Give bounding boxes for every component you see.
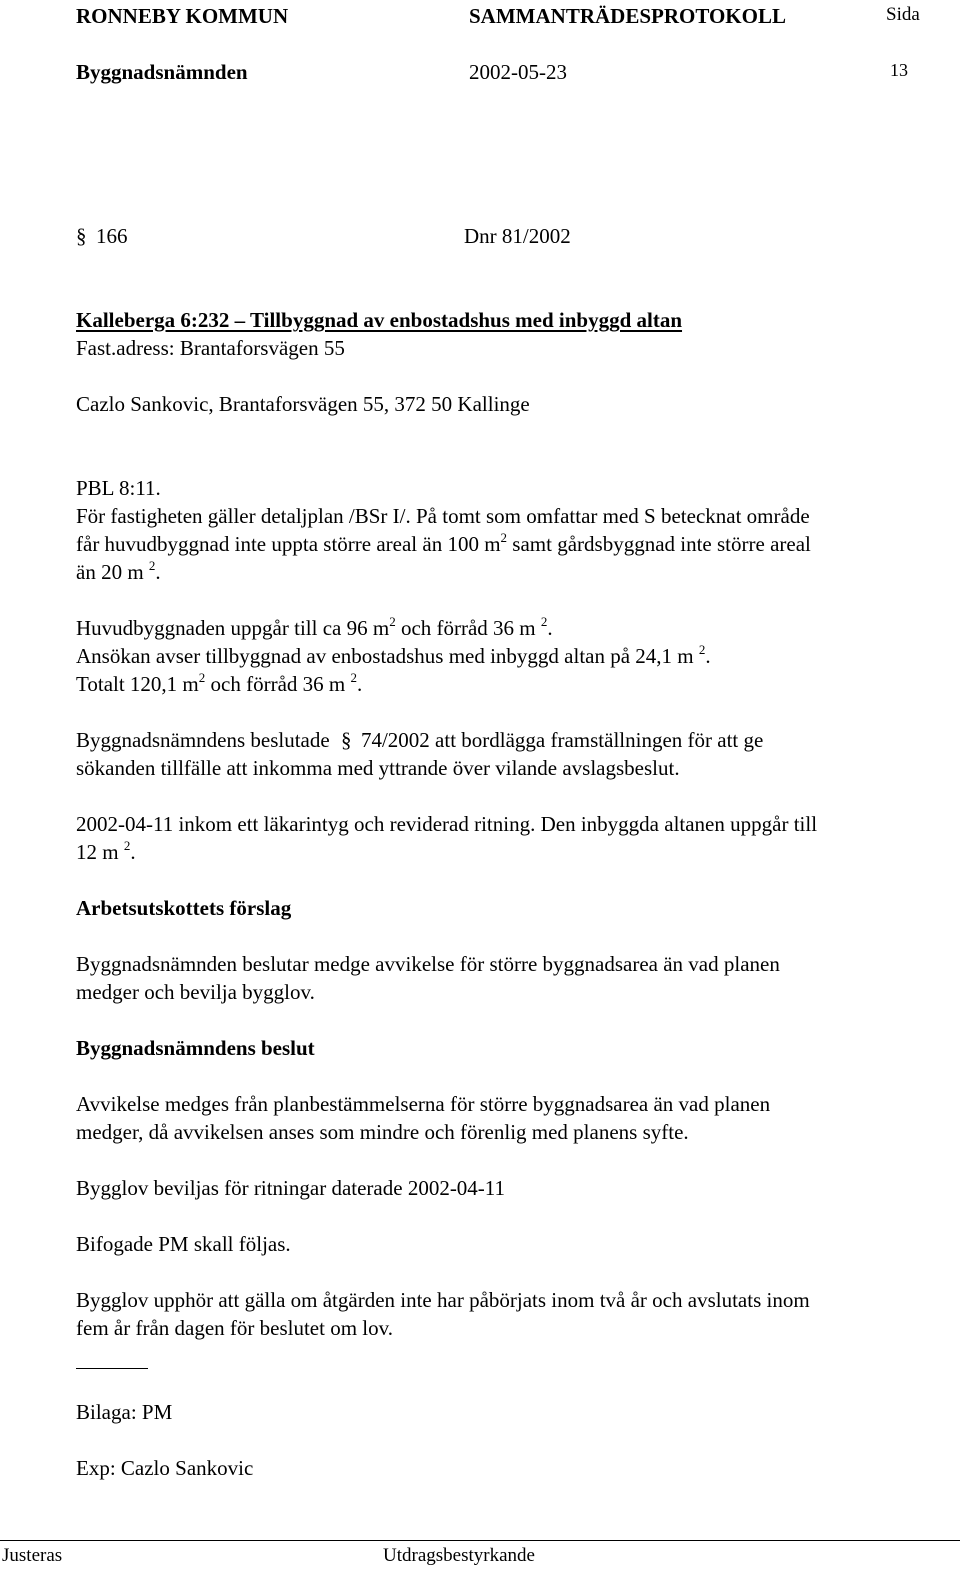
meeting-date: 2002-05-23 — [469, 60, 567, 84]
page-label: Sida — [886, 4, 920, 25]
superscript: 2 — [698, 642, 706, 657]
size-fragment: Ansökan avser tillbyggnad av enbostadshus med inbyggd altan på 24,1 m — [76, 644, 694, 668]
proposal-heading: Arbetsutskottets förslag — [76, 896, 292, 920]
dispatch-line: Exp: Cazlo Sankovic — [76, 1456, 254, 1480]
decision-line-6: fem år från dagen för beslutet om lov. — [76, 1316, 394, 1340]
plan-text-fragment: samt gårdsbyggnad inte större areal — [507, 532, 811, 556]
period: . — [705, 644, 711, 668]
proposal-line-2: medger och bevilja bygglov. — [76, 980, 315, 1004]
plan-text-fragment: än 20 m — [76, 560, 144, 584]
plan-text-fragment: får huvudbyggnad inte uppta större areal än 100 m — [76, 532, 501, 556]
size-fragment: och förråd 36 m — [395, 616, 536, 640]
previous-decision-fragment: 74/2002 att bordlägga framställningen för att ge — [360, 728, 764, 752]
size-fragment: och förråd 36 m — [205, 672, 346, 696]
document-type: SAMMANTRÄDESPROTOKOLL — [469, 4, 786, 28]
footer-justeras: Justeras — [2, 1545, 63, 1566]
diary-number: Dnr 81/2002 — [464, 224, 571, 248]
size-line-3 — [76, 670, 362, 698]
period: . — [547, 616, 553, 640]
section-symbol: § — [340, 728, 352, 752]
medical-certificate-line-1: 2002-04-11 inkom ett läkarintyg och reviderad ritning. Den inbyggda altanen uppgår till — [76, 812, 818, 836]
previous-decision-fragment: Byggnadsnämndens beslutade — [76, 728, 330, 752]
footer-utdragsbestyrkande: Utdragsbestyrkande — [383, 1545, 535, 1566]
superscript: 2 — [540, 614, 548, 629]
superscript: 2 — [350, 670, 357, 685]
section-line — [76, 222, 128, 250]
attachment-line: Bilaga: PM — [76, 1400, 173, 1424]
decision-line-1: Avvikelse medges från planbestämmelserna för större byggnadsarea än vad planen — [76, 1092, 771, 1116]
decision-line-4: Bifogade PM skall följas. — [76, 1232, 291, 1256]
plan-text-line-1: För fastigheten gäller detaljplan /BSr I/. På tomt som omfattar med S betecknat område — [76, 504, 810, 528]
pbl-reference: PBL 8:11. — [76, 476, 161, 500]
decision-line-3: Bygglov beviljas för ritningar daterade 2002-04-11 — [76, 1176, 506, 1200]
applicant: Cazlo Sankovic, Brantaforsvägen 55, 372 50 Kallinge — [76, 392, 530, 416]
committee-name: Byggnadsnämnden — [76, 60, 248, 84]
municipality-name: RONNEBY KOMMUN — [76, 4, 289, 28]
superscript: 2 — [500, 530, 508, 545]
previous-decision-line-1 — [76, 726, 763, 754]
previous-decision-line-2: sökanden tillfälle att inkomma med yttrande över vilande avslagsbeslut. — [76, 756, 680, 780]
decision-line-2: medger, då avvikelsen anses som mindre och förenlig med planens syfte. — [76, 1120, 689, 1144]
size-line-1 — [76, 614, 553, 642]
decision-heading: Byggnadsnämndens beslut — [76, 1036, 315, 1060]
property-address: Fast.adress: Brantaforsvägen 55 — [76, 336, 345, 360]
period: . — [357, 672, 363, 696]
plan-text-line-3 — [76, 558, 161, 586]
section-symbol: § — [76, 224, 87, 248]
period: . — [130, 840, 136, 864]
separator-line — [76, 1368, 148, 1369]
size-fragment: Huvudbyggnaden uppgår till ca 96 m — [76, 616, 390, 640]
plan-text-line-2 — [76, 530, 811, 558]
size-fragment: Totalt 120,1 m — [76, 672, 199, 696]
proposal-line-1: Byggnadsnämnden beslutar medge avvikelse för större byggnadsarea än vad planen — [76, 952, 780, 976]
section-number: 166 — [96, 224, 128, 248]
medical-certificate-line-2 — [76, 838, 136, 866]
size-line-2 — [76, 642, 711, 670]
period: . — [155, 560, 161, 584]
page-number: 13 — [890, 60, 908, 80]
superscript: 2 — [123, 838, 131, 853]
superscript: 2 — [198, 670, 206, 685]
superscript: 2 — [148, 558, 156, 573]
decision-line-5: Bygglov upphör att gälla om åtgärden inte har påbörjats inom två år och avslutats inom — [76, 1288, 810, 1312]
footer-rule — [0, 1540, 960, 1541]
case-title: Kalleberga 6:232 – Tillbyggnad av enbostadshus med inbyggd altan — [76, 308, 683, 332]
medical-fragment: 12 m — [76, 840, 119, 864]
superscript: 2 — [389, 614, 396, 629]
